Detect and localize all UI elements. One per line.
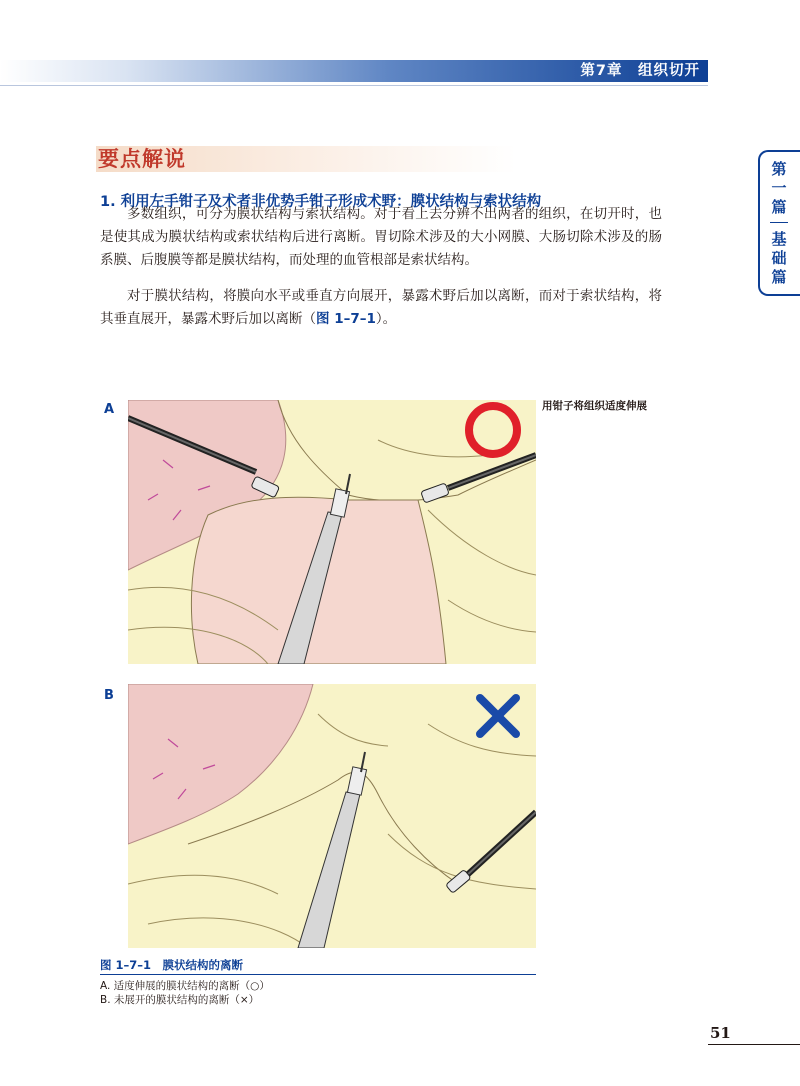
panel-b-label: B <box>104 688 114 703</box>
section-heading-band <box>96 146 516 172</box>
figure-annotation: 用钳子将组织适度伸展 <box>542 400 647 412</box>
paragraph-2-suffix: ）。 <box>375 311 397 327</box>
paragraph-1 <box>100 203 662 272</box>
side-tab-part-name: 基础篇 <box>771 230 787 286</box>
chapter-title: 第7章 组织切开 <box>580 63 700 79</box>
caption-line-b: B. 未展开的膜状结构的离断（×） <box>100 994 260 1006</box>
panel-b-illustration <box>128 684 536 948</box>
subheading: 1. 利用左手钳子及术者非优势手钳子形成术野：膜状结构与索状结构 <box>100 194 542 210</box>
panel-a-illustration <box>128 400 536 664</box>
caption-rule <box>100 974 536 975</box>
figure-reference-link[interactable]: 图 1–7–1 <box>316 311 376 327</box>
paragraph-1-text: 多数组织，可分为膜状结构与索状结构。对于看上去分辨不出两者的组织，在切开时，也是使其成为膜状结构或索状结构后进行离断。胃切除术涉及的大小网膜、大肠切除术涉及的肠系膜、后腹膜等都是膜状结构，而处理的血管根部是索状结构。 <box>100 206 662 268</box>
header-rule <box>0 85 708 86</box>
side-tab-divider <box>770 222 788 223</box>
page-number-rule <box>708 1044 800 1045</box>
panel-a-label: A <box>104 402 115 417</box>
page-number: 51 <box>710 1024 731 1042</box>
chapter-header-bar <box>0 60 708 82</box>
paragraph-2-text: 对于膜状结构，将膜向水平或垂直方向展开，暴露术野后加以离断，而对于索状结构，将其垂直展开，暴露术野后加以离断（ <box>100 288 662 327</box>
paragraph-2 <box>100 285 662 331</box>
caption-line-a: A. 适度伸展的膜状结构的离断（○） <box>100 980 270 992</box>
side-tab <box>758 150 800 296</box>
section-heading: 要点解说 <box>98 147 186 171</box>
side-tab-part: 第一篇 <box>771 160 787 216</box>
figure-caption-title: 图 1–7–1 膜状结构的离断 <box>100 958 244 972</box>
